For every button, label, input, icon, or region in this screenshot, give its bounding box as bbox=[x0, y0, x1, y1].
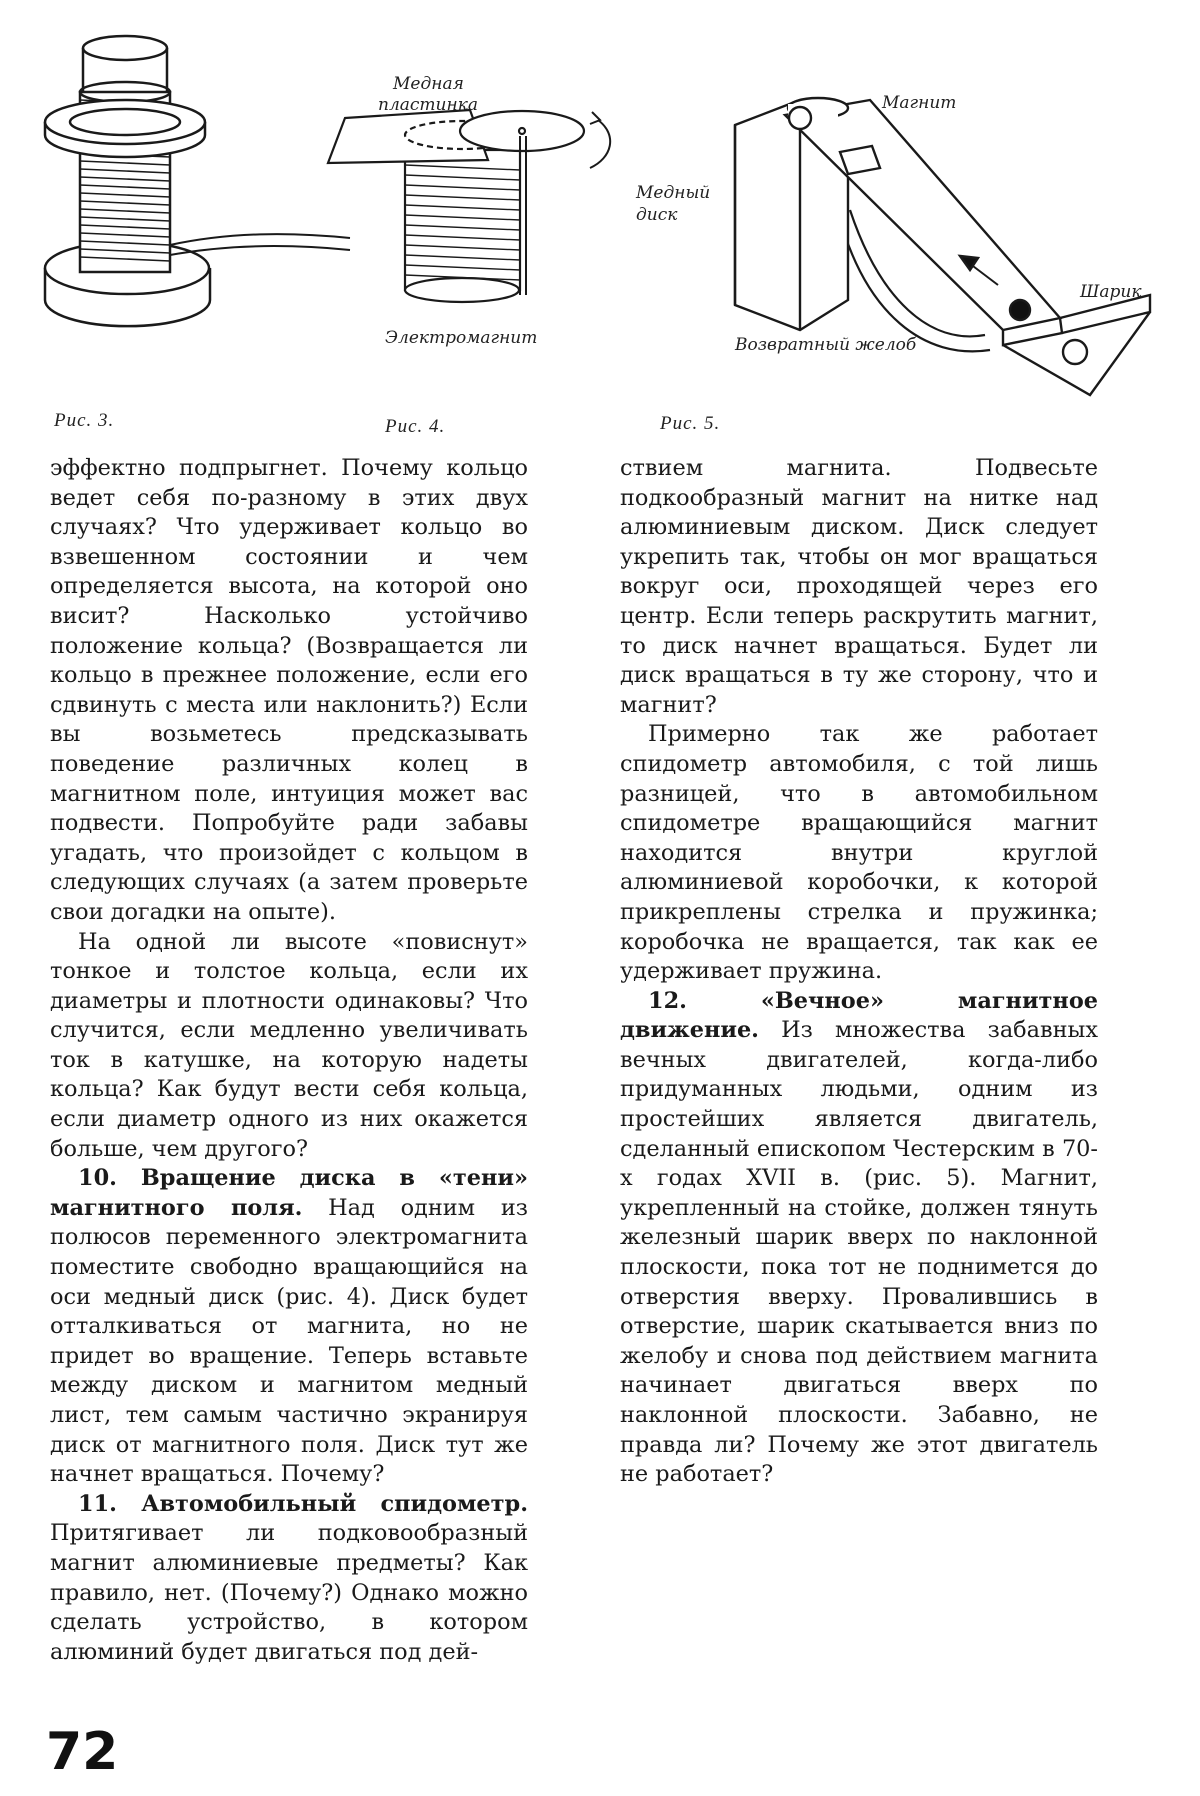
fig4-label-disk-1: Медный bbox=[636, 183, 711, 203]
paragraph: На одной ли высоте «повиснут» тонкое и толстое кольца, если их диаметры и плотности одинаковы? Что случится, если медленно увеличивать ток в катушке, на которую надеты кольца? Как будут вести себя кольца, если диаметр одного из них окажется больше, чем другого? bbox=[50, 928, 528, 1162]
fig4-label-disk-2: диск bbox=[636, 205, 678, 225]
section-heading: 12. «Вечное» магнитное движение. bbox=[620, 987, 1098, 1044]
text-column-left bbox=[50, 454, 528, 1667]
fig5-label-ball: Шарик bbox=[1080, 282, 1142, 302]
fig5-label-chute: Возвратный желоб bbox=[735, 335, 917, 355]
section-heading: 10. Вращение диска в «тени» магнитного поля. bbox=[50, 1165, 528, 1221]
fig5-caption: Рис. 5. bbox=[660, 413, 721, 434]
section-11 bbox=[50, 1490, 528, 1668]
text-column-right bbox=[620, 454, 1098, 1490]
section-text: Над одним из полюсов переменного электромагнита поместите свободно вращающийся на оси медный диск (рис. 4). Диск будет отталкиваться от магнита, но не придет во вращение. Теперь вставьте между диском и магнитом медный лист, тем самым частично экранируя диск от магнитного поля. Диск тут же начнет вращаться. Почему? bbox=[50, 1194, 528, 1488]
fig5-ramp-drawing bbox=[734, 93, 1150, 395]
section-text: Из множества забавных вечных двигателей, когда-либо придуманных людьми, одним из простейших является двигатель, сделанный епископом Честерским в 70-х годах XVII в. (рис. 5). Магнит, укрепленный на стойке, должен тянуть железный шарик вверх по наклонной плоскости, пока тот не поднимется до отверстия вверху. Провалившись в отверстие, шарик скатывается вниз по желобу и снова под действием магнита начинает двигаться вверх по наклонной плоскости. Забавно, не правда ли? Почему же этот двигатель не работает? bbox=[620, 1017, 1098, 1488]
section-12 bbox=[620, 987, 1098, 1490]
fig4-caption: Рис. 4. bbox=[385, 416, 446, 437]
page-number: 72 bbox=[46, 1722, 119, 1782]
paragraph: эффектно подпрыгнет. Почему кольцо ведет себя по-разному в этих двух случаях? Что удерживает кольцо во взвешенном состоянии и чем определяется высота, на которой оно висит? Насколько устойчиво положение кольца? (Возвращается ли кольцо в прежнее положение, если его сдвинуть с места или наклонить?) Если вы возьметесь предсказывать поведение различных колец в магнитном поле, интуиция может вас подвести. Попробуйте ради забавы угадать, что произойдет с кольцом в следующих случаях (а затем проверьте свои догадки на опыте). bbox=[50, 455, 528, 925]
paragraph: ствием магнита. Подвесьте подкообразный магнит на нитке над алюминиевым диском. Диск следует укрепить так, чтобы он мог вращаться вокруг оси, проходящей через его центр. Если теперь раскрутить магнит, то диск начнет вращаться. Будет ли диск вращаться в ту же сторону, что и магнит? bbox=[620, 455, 1098, 718]
paragraph: Примерно так же работает спидометр автомобиля, с той лишь разницей, что в автомобильном спидометре вращающийся магнит находится внутри круглой алюминиевой коробочки, к которой прикреплены стрелка и пружинка; коробочка не вращается, так как ее удерживает пружина. bbox=[620, 721, 1098, 985]
figures-row bbox=[0, 0, 1200, 450]
fig3-coil-drawing bbox=[45, 36, 350, 326]
fig4-label-plate-1: Медная bbox=[393, 74, 464, 94]
section-text: Притягивает ли подковообразный магнит алюминиевые предметы? Как правило, нет. (Почему?) Однако можно сделать устройство, в котором алюминий будет двигаться под дей- bbox=[50, 1520, 528, 1665]
fig5-label-magnet: Магнит bbox=[882, 93, 957, 113]
fig3-caption: Рис. 3. bbox=[54, 410, 115, 431]
fig4-label-electromagnet: Электромагнит bbox=[385, 328, 538, 348]
section-10 bbox=[50, 1164, 528, 1490]
section-heading: 11. Автомобильный спидометр. bbox=[78, 1490, 528, 1517]
fig4-electromagnet-drawing bbox=[328, 74, 710, 348]
fig4-label-plate-2: пластинка bbox=[378, 95, 478, 115]
figures-drawing bbox=[0, 0, 1200, 450]
